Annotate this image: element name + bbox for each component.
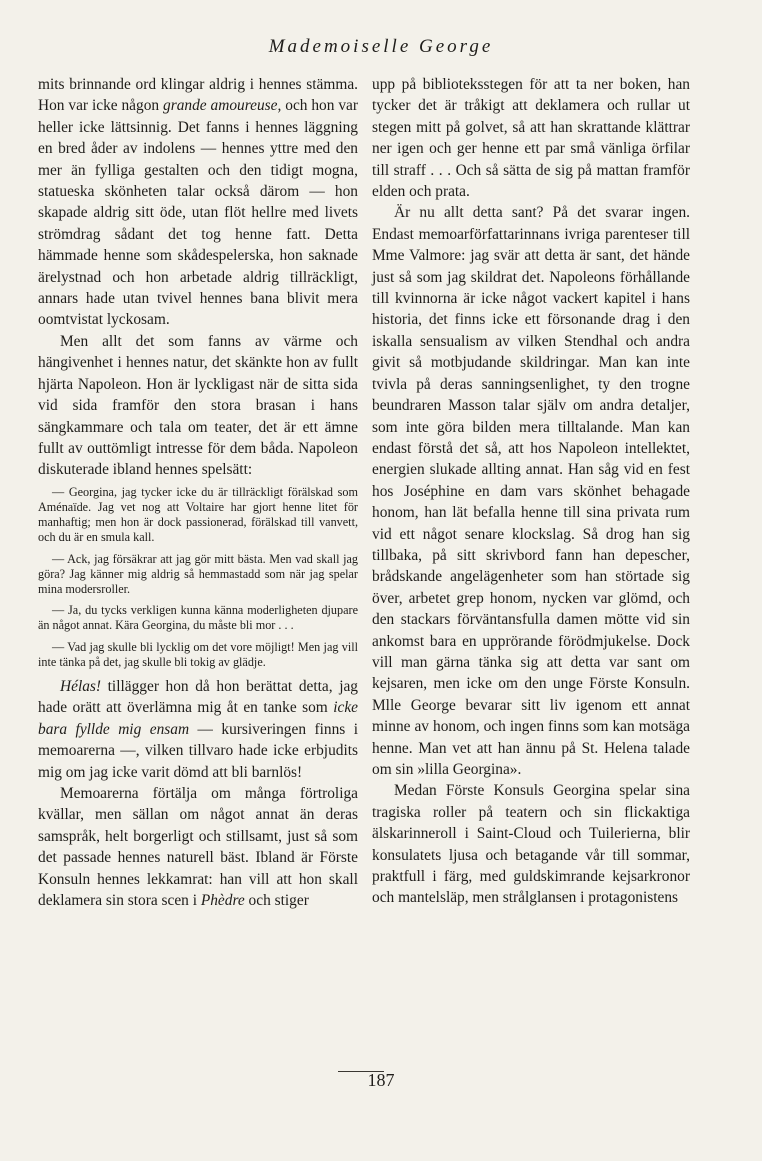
dialogue-line: — Ack, jag försäkrar att jag gör mitt bästa. Men vad skall jag göra? Jag känner mig aldrig så hemmastadd som när jag spelar mina modersroller. [38, 551, 358, 596]
page-number: 187 [367, 1070, 395, 1090]
right-column [372, 74, 690, 909]
running-header: Mademoiselle George [268, 36, 494, 57]
paragraph: Memoarerna förtälja om många förtroliga kvällar, men sällan om något annat än deras samspråk, helt borgerligt och stillsamt, just så som det passade hennes naturell bäst. Ibland är Förste Konsuln hennes lekkamrat: han vill att hon skall deklamera sin stora scen i Phèdre och stiger [38, 784, 358, 910]
paragraph: Är nu allt detta sant? På det svarar ingen. Endast memoarförfattarinnans ivriga parenteser till Mme Valmore: jag svär att detta är sant, det hände just så som jag skildrat det. Napoleons förhållande till kvinnorna är icke något vackert kapitel i hans historia, det finns icke ett försonande drag i den iskalla sensualism av vilken Stendhal och andra givit så motbjudande skildringar. Man kan inte tvivla på deras sanningsenlighet, ty den trogne beundraren Masson talar själv om andra detaljer, som inte göra bilden mera tilltalande. Man kan endast förstå det så, att hos Napoleon intellektet, energien slukade allting annat. Han såg vid en fest hos Joséphine en dam vars skönhet behagade honom, han lät befalla henne till sina privata rum vid ett något senare klockslag. Så drog han sig tillbaka, på sitt skrivbord fann han depescher, brådskande angelägenheter som han störtade sig över, arbetet grep honom, nycken var glömd, och den stackars förväntansfulla damen mötte vid sin ankomst bara en upprörande förödmjukelse. Dock vill man gärna tänka sig att detta var sant om kejsaren, men icke om den unge Förste Konsuln. Mlle George bevarar sitt liv igenom ett annat minne av honom, och ingen finns som kan motsäga henne. Man vet att han ännu på St. Helena talade om sin »lilla Georgina». [372, 204, 690, 778]
left-column [38, 74, 358, 911]
dialogue-line: — Ja, du tycks verkligen kunna känna moderligheten djupare än något annat. Kära Georgina, du måste bli mor . . . [38, 603, 358, 633]
paragraph: Hélas! tillägger hon då hon berättat detta, jag hade orätt att överlämna mig åt en tanke som icke bara fyllde mig ensam — kursiveringen finns i memoarerna —, vilken tillvaro hade icke erbjudits mig om jag icke varit dömd att bli barnlös! [38, 677, 359, 781]
paragraph: upp på biblioteksstegen för att ta ner boken, han tycker det är tråkigt att deklamera och rullar ut stegen mitt på golvet, så att han skrattande klättrar ner igen och ger henne ett par små vänliga örfilar till straff . . . Och så sätta de sig på mattan framför elden och prata. [372, 76, 690, 201]
paragraph: Men allt det som fanns av värme och hängivenhet i hennes natur, det skänkte hon av fullt hjärta Napoleon. Hon är lyckligast när de sitta sida vid sida framför den stora brasan i hans sängkammare och tala om teater, det är ett ämne fullt av outtömligt intresse för dem båda. Napoleon diskuterade ibland hennes spelsätt: [38, 332, 358, 479]
dialogue-line: — Georgina, jag tycker icke du är tillräckligt förälskad som Aménaïde. Jag vet nog att Voltaire har gjort henne litet för manhaftig; men hon är dock passionerad, förälskad till vanvett, och du är en smula kall. [38, 484, 358, 545]
paragraph: mits brinnande ord klingar aldrig i hennes stämma. Hon var icke någon grande amoureuse, och hon var heller icke lättsinnig. Det fanns i hennes läggning en bred åder av indolens — hennes yttre med den mer än fylliga gestalten och den tidigt mogna, statueska skönheten talar också därom — hon skapade aldrig sitt öde, utan flöt hellre med livets strömdrag sådant det tog henne fatt. Detta hämmade henne som skådespelerska, hon saknade ärelystnad och hon arbetade aldrig tillräckligt, annars hade utan tvivel hennes bana blivit mera oomtvistat lyckosam. [38, 76, 359, 329]
dialogue-line: — Vad jag skulle bli lycklig om det vore möjligt! Men jag vill inte tänka på det, jag skulle bli tokig av glädje. [38, 639, 358, 669]
paragraph: Medan Förste Konsuls Georgina spelar sina tragiska roller på teatern och sin flickaktiga älskarinneroll i Saint-Cloud och Tuilerierna, blir konsulatets ljusa och betagande vår till sommar, praktfull i färg, med guldskimrande kejsarkronor och mantelsläp, men strålglansen i protagonistens [372, 782, 690, 907]
